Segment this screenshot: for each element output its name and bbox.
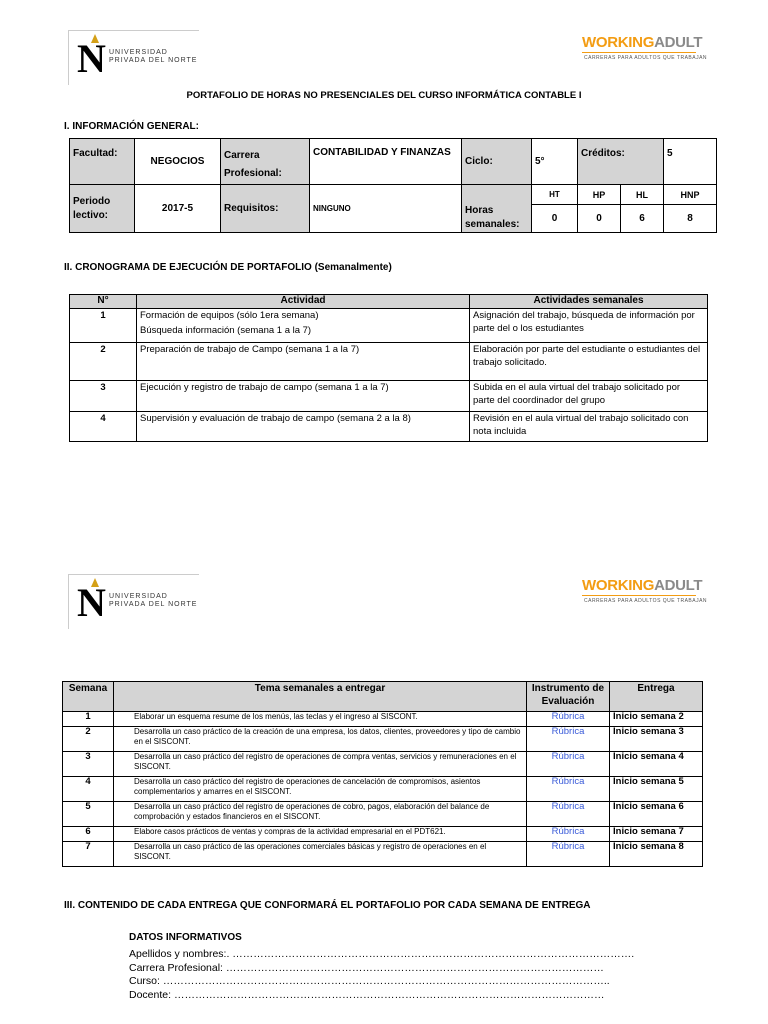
schedule-row-actividad: Preparación de trabajo de Campo (semana 1 a la 7) <box>137 343 470 381</box>
deliverable-tema: Elabore casos prácticos de ventas y compras de la actividad empresarial en el PDT621. <box>114 827 527 842</box>
logo-divider <box>582 595 696 596</box>
hour-label-hp: HP <box>578 185 621 205</box>
deliverable-semana: 6 <box>63 827 114 842</box>
deliverable-entrega: Inicio semana 2 <box>610 712 703 727</box>
schedule-row-actividad: Formación de equipos (sólo 1era semana) Búsqueda información (semana 1 a la 7) <box>137 309 470 343</box>
section2-title: II. CRONOGRAMA DE EJECUCIÓN DE PORTAFOLIO (Semanalmente) <box>64 262 392 273</box>
deliverable-semana: 2 <box>63 727 114 752</box>
workingadult-tagline: CARRERAS PARA ADULTOS QUE TRABAJAN <box>584 55 708 61</box>
schedule-row-actividad: Supervisión y evaluación de trabajo de campo (semana 2 a la 8) <box>137 412 470 442</box>
rubrica-link[interactable]: Rúbrica <box>527 777 610 802</box>
schedule-row-n: 1 <box>70 309 137 343</box>
workingadult-logo: WORKINGADULT <box>582 34 703 51</box>
deliverable-tema: Desarrolla un caso práctico del registro de operaciones de compra ventas, servicios y remuneraciones en el SISCONT. <box>114 752 527 777</box>
deliverable-semana: 7 <box>63 842 114 867</box>
university-logo <box>68 30 199 85</box>
logo-text: UNIVERSIDAD PRIVADA DEL NORTE <box>109 49 198 64</box>
periodo-label: Periodo lectivo: <box>70 185 135 233</box>
deliverable-entrega: Inicio semana 4 <box>610 752 703 777</box>
deliverable-entrega: Inicio semana 7 <box>610 827 703 842</box>
deliverable-tema: Desarrolla un caso práctico de las operaciones comerciales básicas y registro de operaciones en el SISCONT. <box>114 842 527 867</box>
requisitos-label: Requisitos: <box>221 185 310 233</box>
general-info-table <box>69 138 717 233</box>
apellidos-line: Apellidos y nombres:. ……………………………………………………………………………………………………. <box>129 948 635 960</box>
deliverables-header-entrega: Entrega <box>610 682 703 712</box>
carrera-value: CONTABILIDAD Y FINANZAS <box>310 139 462 185</box>
carrera-line: Carrera Profesional: ……………………………………………………………………………………………… <box>129 962 604 974</box>
rubrica-link[interactable]: Rúbrica <box>527 827 610 842</box>
docente-line: Docente: …………………………………………………………………………………………………………… <box>129 989 605 1001</box>
schedule-row-n: 4 <box>70 412 137 442</box>
hour-label-ht: HT <box>532 185 578 205</box>
deliverable-entrega: Inicio semana 5 <box>610 777 703 802</box>
rubrica-link[interactable]: Rúbrica <box>527 842 610 867</box>
schedule-header-actividad: Actividad <box>137 295 470 309</box>
document-title: PORTAFOLIO DE HORAS NO PRESENCIALES DEL CURSO INFORMÁTICA CONTABLE I <box>186 90 582 101</box>
deliverable-entrega: Inicio semana 6 <box>610 802 703 827</box>
rubrica-link[interactable]: Rúbrica <box>527 752 610 777</box>
deliverable-entrega: Inicio semana 8 <box>610 842 703 867</box>
requisitos-value: NINGUNO <box>310 185 462 233</box>
rubrica-link[interactable]: Rúbrica <box>527 727 610 752</box>
deliverable-tema: Elaborar un esquema resume de los menús, las teclas y el ingreso al SISCONT. <box>114 712 527 727</box>
ciclo-value: 5° <box>532 139 578 185</box>
deliverables-header-instrumento: Instrumento de Evaluación <box>527 682 610 712</box>
periodo-value: 2017-5 <box>135 185 221 233</box>
hour-value-hnp: 8 <box>664 205 717 233</box>
schedule-table <box>69 294 708 442</box>
deliverables-header-semana: Semana <box>63 682 114 712</box>
deliverable-semana: 4 <box>63 777 114 802</box>
creditos-value: 5 <box>664 139 717 185</box>
deliverable-entrega: Inicio semana 3 <box>610 727 703 752</box>
schedule-row-semanal: Asignación del trabajo, búsqueda de información por parte del o los estudiantes <box>470 309 708 343</box>
schedule-row-semanal: Subida en el aula virtual del trabajo solicitado por parte del coordinador del grupo <box>470 381 708 412</box>
ciclo-label: Ciclo: <box>462 139 532 185</box>
deliverable-semana: 3 <box>63 752 114 777</box>
carrera-label: Carrera Profesional: <box>221 139 310 185</box>
facultad-label: Facultad: <box>70 139 135 185</box>
section3-title: III. CONTENIDO DE CADA ENTREGA QUE CONFORMARÁ EL PORTAFOLIO POR CADA SEMANA DE ENTREGA <box>64 900 591 911</box>
deliverables-header-tema: Tema semanales a entregar <box>114 682 527 712</box>
horas-label: Horas semanales: <box>462 185 532 233</box>
hour-value-hl: 6 <box>621 205 664 233</box>
schedule-row-semanal: Elaboración por parte del estudiante o estudiantes del trabajo solicitado. <box>470 343 708 381</box>
schedule-row-semanal: Revisión en el aula virtual del trabajo solicitado con nota incluida <box>470 412 708 442</box>
university-logo-2 <box>68 574 199 629</box>
deliverable-semana: 1 <box>63 712 114 727</box>
logo-letter: N <box>77 580 106 625</box>
logo-letter: N <box>77 36 106 81</box>
hour-value-hp: 0 <box>578 205 621 233</box>
logo-divider <box>582 52 696 53</box>
workingadult-tagline: CARRERAS PARA ADULTOS QUE TRABAJAN <box>584 598 708 604</box>
schedule-row-n: 2 <box>70 343 137 381</box>
schedule-header-n: N° <box>70 295 137 309</box>
logo-text: UNIVERSIDAD PRIVADA DEL NORTE <box>109 593 198 608</box>
schedule-row-actividad: Ejecución y registro de trabajo de campo (semana 1 a la 7) <box>137 381 470 412</box>
hour-label-hnp: HNP <box>664 185 717 205</box>
datos-informativos-title: DATOS INFORMATIVOS <box>129 932 242 943</box>
curso-line: Curso: ……………………………………………………………………………………………………………….. <box>129 975 610 987</box>
schedule-header-semanales: Actividades semanales <box>470 295 708 309</box>
hour-label-hl: HL <box>621 185 664 205</box>
rubrica-link[interactable]: Rúbrica <box>527 802 610 827</box>
hour-value-ht: 0 <box>532 205 578 233</box>
rubrica-link[interactable]: Rúbrica <box>527 712 610 727</box>
deliverable-tema: Desarrolla un caso práctico del registro de operaciones de cancelación de compromisos, asientos complementarios y amarres en el SISCONT. <box>114 777 527 802</box>
deliverables-table <box>62 681 703 867</box>
facultad-value: NEGOCIOS <box>135 139 221 185</box>
creditos-label: Créditos: <box>578 139 664 185</box>
section1-title: I. INFORMACIÓN GENERAL: <box>64 121 199 132</box>
workingadult-logo-2: WORKINGADULT <box>582 577 703 594</box>
deliverable-tema: Desarrolla un caso práctico de la creación de una empresa, los datos, clientes, proveedores y tipo de cambio en el SISCONT. <box>114 727 527 752</box>
deliverable-semana: 5 <box>63 802 114 827</box>
deliverable-tema: Desarrolla un caso práctico del registro de operaciones de cobro, pagos, elaboración del balance de comprobación y estados financieros en el SISCONT. <box>114 802 527 827</box>
schedule-row-n: 3 <box>70 381 137 412</box>
